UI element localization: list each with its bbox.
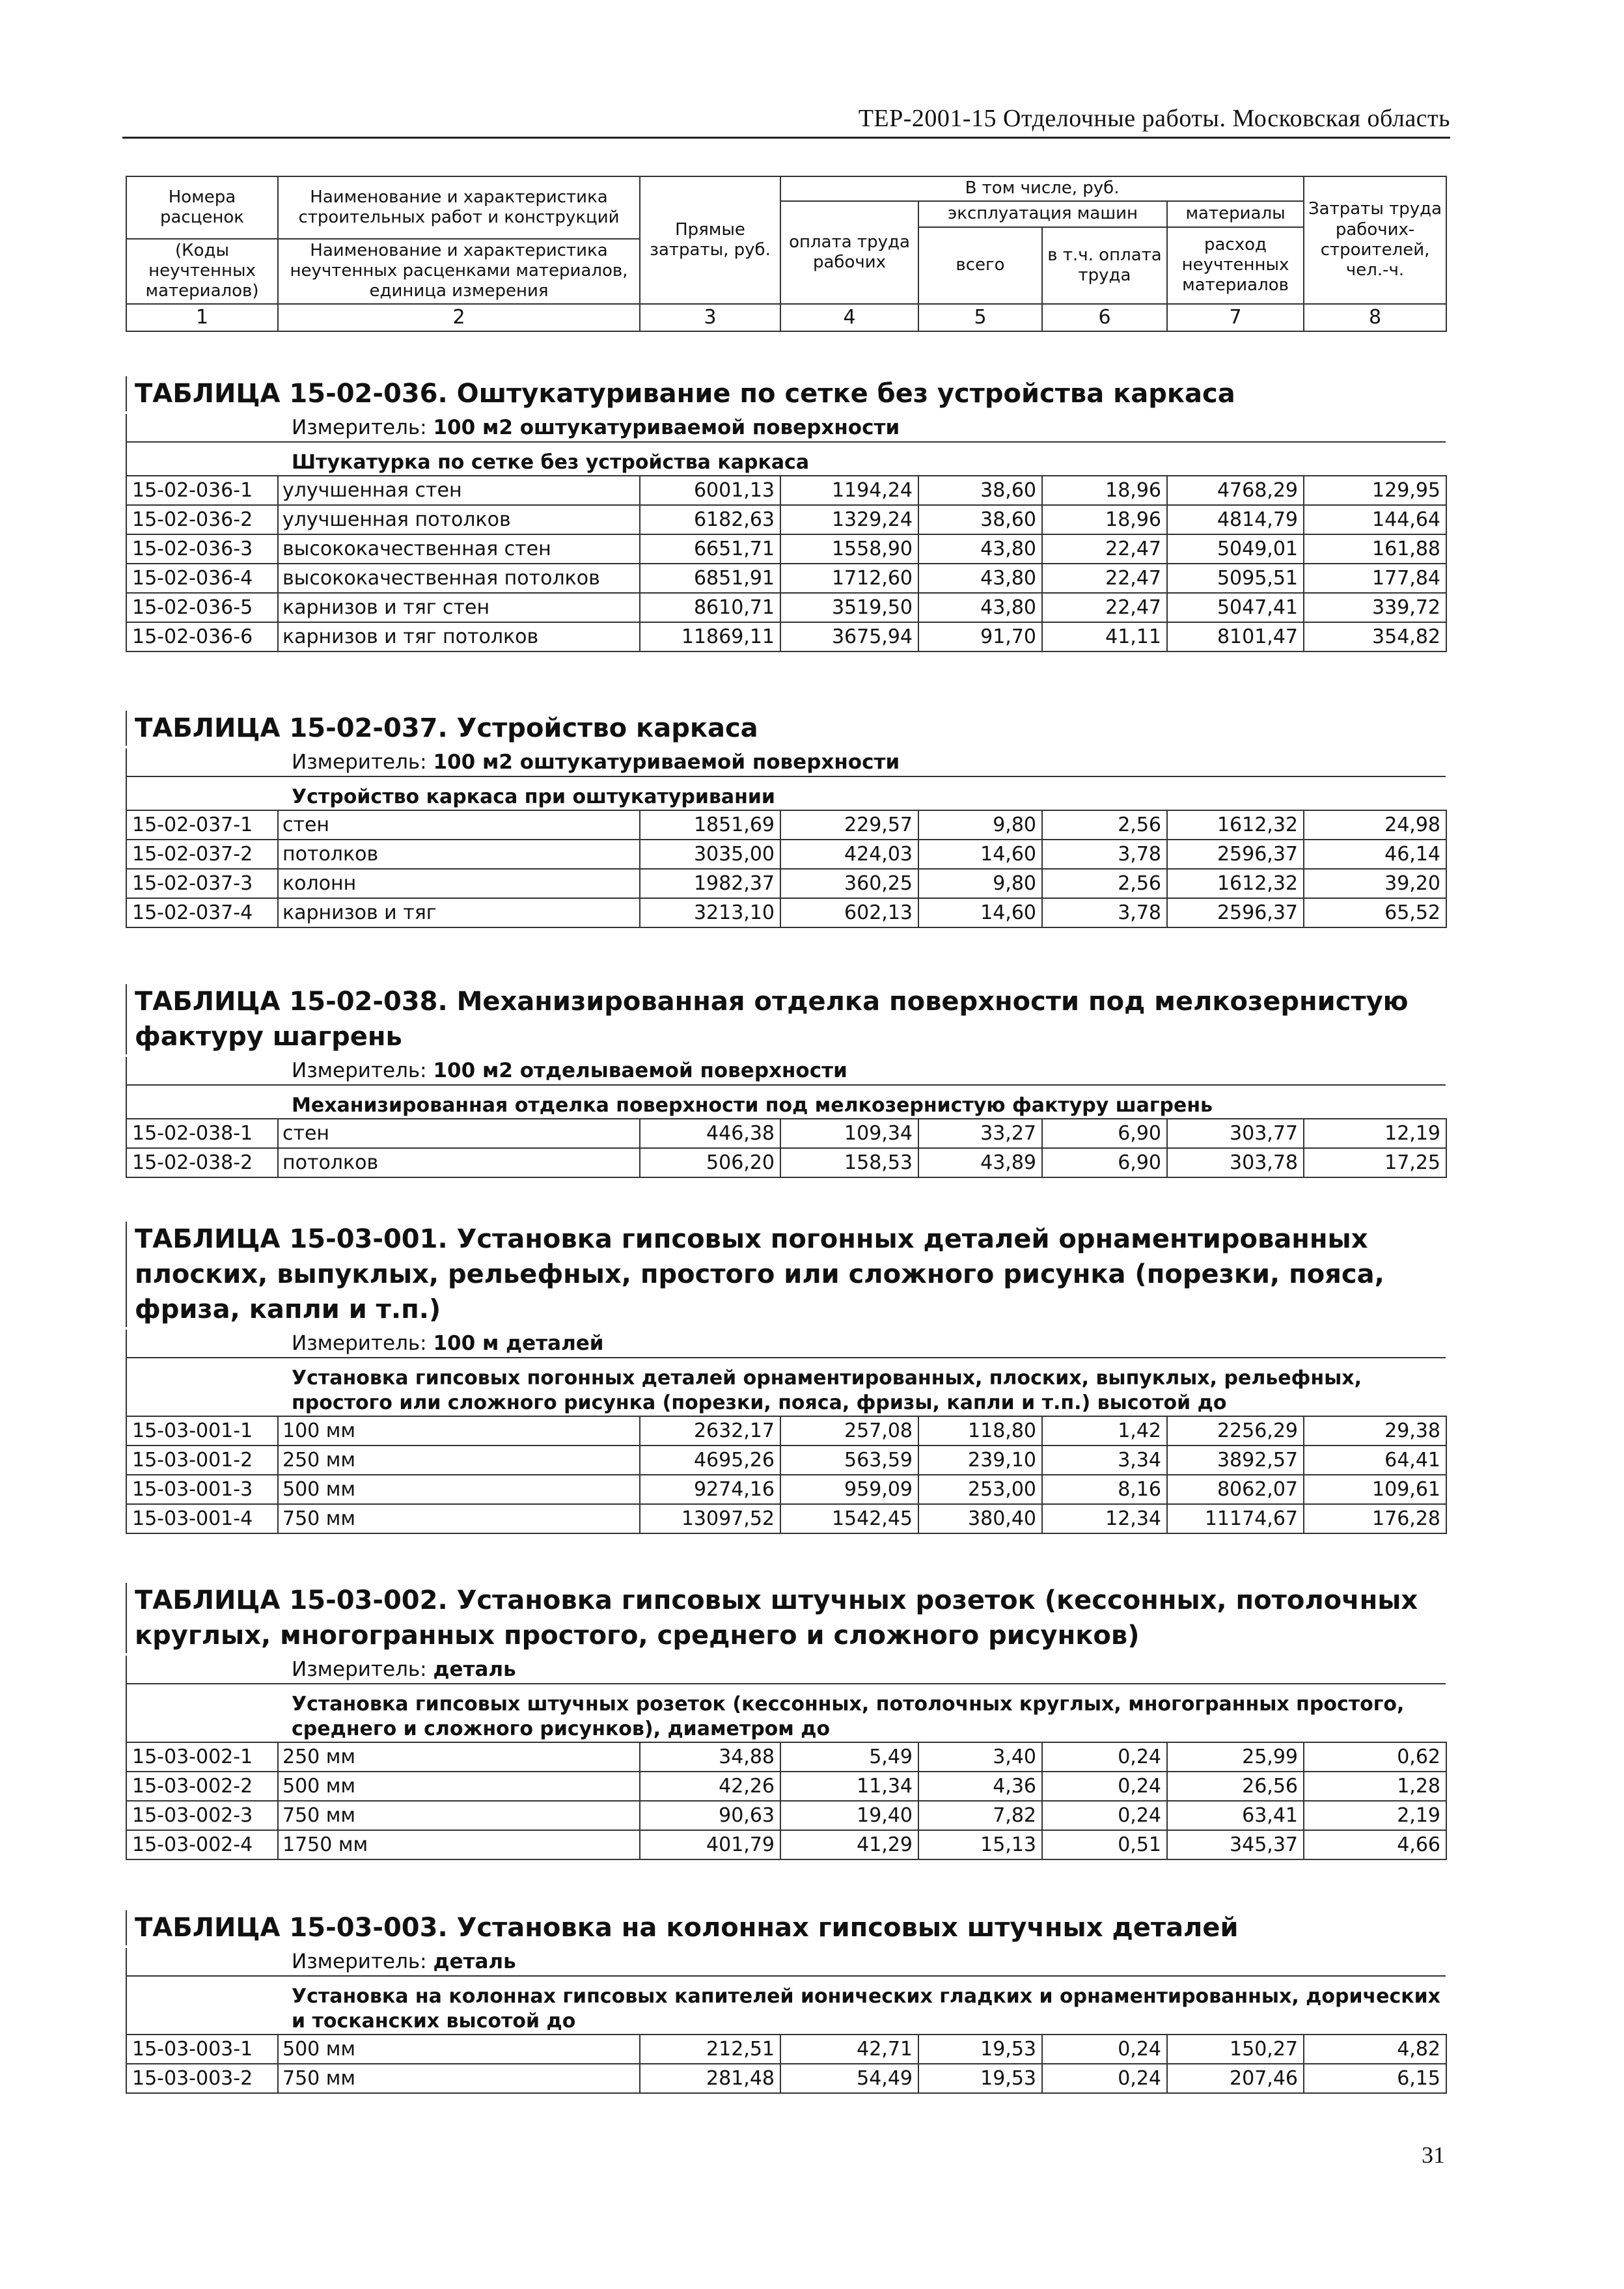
cell-materials: 207,46 (1167, 2064, 1304, 2093)
table-row (126, 898, 1446, 927)
table-row (126, 1504, 1446, 1533)
table-15-02-037 (126, 711, 1446, 928)
cell-materials: 2596,37 (1167, 840, 1304, 869)
cell-machines-labor: 3,78 (1042, 840, 1167, 869)
cell-machines-labor: 6,90 (1042, 1119, 1167, 1148)
table-row (126, 869, 1446, 898)
cell-machines: 43,80 (918, 564, 1042, 593)
cell-machines-labor: 0,24 (1042, 1801, 1167, 1830)
cell-machines: 239,10 (918, 1446, 1042, 1475)
column-header-table (126, 176, 1447, 332)
cell-machines: 380,40 (918, 1504, 1042, 1533)
unit-line (126, 414, 1446, 443)
cell-machines-labor: 12,34 (1042, 1504, 1167, 1533)
header-materials-unaccounted: расход неучтенных материалов (1167, 227, 1304, 304)
unit-label: Измеритель: (292, 1059, 427, 1082)
cell-materials: 26,56 (1167, 1772, 1304, 1801)
table-15-03-003 (126, 1910, 1446, 2094)
cell-materials: 2596,37 (1167, 898, 1304, 927)
unit-line (126, 748, 1446, 777)
cell-name: высококачественная стен (278, 534, 640, 564)
cell-machines: 91,70 (918, 622, 1042, 651)
header-materials: материалы (1167, 201, 1304, 227)
table-15-03-002 (126, 1583, 1446, 1860)
column-number: 5 (918, 304, 1042, 331)
cell-machines: 9,80 (918, 869, 1042, 898)
cell-materials: 3892,57 (1167, 1446, 1304, 1475)
cell-machines-labor: 6,90 (1042, 1148, 1167, 1177)
cell-materials: 1612,32 (1167, 869, 1304, 898)
cell-direct: 13097,52 (640, 1504, 780, 1533)
cell-hours: 4,82 (1304, 2035, 1446, 2064)
header-codes-top: Номера расценок (126, 176, 278, 239)
unit-value: 100 м2 оштукатуриваемой поверхности (433, 750, 900, 774)
rates-grid (126, 475, 1447, 652)
table-title: ТАБЛИЦА 15-03-002. Установка гипсовых штучных розеток (кессонных, потолочных круглых, многогранных простого, среднего и сложного рисунков) (126, 1583, 1446, 1653)
cell-machines-labor: 0,24 (1042, 2035, 1167, 2064)
header-codes-bottom: (Коды неучтенных материалов) (126, 239, 278, 304)
cell-labor: 1329,24 (780, 505, 918, 534)
cell-machines: 14,60 (918, 898, 1042, 927)
cell-materials: 4814,79 (1167, 505, 1304, 534)
unit-label: Измеритель: (292, 1332, 427, 1355)
column-number: 1 (126, 304, 278, 331)
table-title: ТАБЛИЦА 15-02-036. Оштукатуривание по сетке без устройства каркаса (126, 376, 1446, 411)
cell-machines: 118,80 (918, 1416, 1042, 1446)
cell-machines: 38,60 (918, 505, 1042, 534)
cell-name: высококачественная потолков (278, 564, 640, 593)
cell-machines-labor: 3,34 (1042, 1446, 1167, 1475)
cell-machines-labor: 2,56 (1042, 810, 1167, 840)
cell-name: стен (278, 810, 640, 840)
cell-labor: 360,25 (780, 869, 918, 898)
cell-machines-labor: 18,96 (1042, 476, 1167, 505)
cell-machines-labor: 8,16 (1042, 1475, 1167, 1504)
header-labor-pay: оплата труда рабочих (780, 201, 918, 304)
group-heading: Устройство каркаса при оштукатуривании (126, 777, 1446, 810)
cell-machines: 38,60 (918, 476, 1042, 505)
table-row (126, 1119, 1446, 1148)
cell-direct: 34,88 (640, 1742, 780, 1772)
cell-labor: 3519,50 (780, 593, 918, 622)
cell-code: 15-03-002-3 (126, 1801, 278, 1830)
cell-labor: 424,03 (780, 840, 918, 869)
cell-direct: 2632,17 (640, 1416, 780, 1446)
group-heading: Установка гипсовых погонных деталей орнаментированных, плоских, выпуклых, рельефных, простого или сложного рисунка (порезки, пояса, фризы, капли и т.п.) высотой до (126, 1358, 1446, 1416)
column-number: 3 (640, 304, 780, 331)
table-title: ТАБЛИЦА 15-03-003. Установка на колоннах гипсовых штучных деталей (126, 1910, 1446, 1945)
cell-materials: 5047,41 (1167, 593, 1304, 622)
cell-machines-labor: 0,51 (1042, 1830, 1167, 1859)
cell-hours: 129,95 (1304, 476, 1446, 505)
cell-machines-labor: 3,78 (1042, 898, 1167, 927)
cell-materials: 1612,32 (1167, 810, 1304, 840)
cell-hours: 39,20 (1304, 869, 1446, 898)
rates-grid (126, 2034, 1447, 2094)
table-row (126, 593, 1446, 622)
cell-name: потолков (278, 840, 640, 869)
table-row (126, 1416, 1446, 1446)
cell-machines: 253,00 (918, 1475, 1042, 1504)
cell-labor: 1712,60 (780, 564, 918, 593)
cell-materials: 4768,29 (1167, 476, 1304, 505)
cell-materials: 303,77 (1167, 1119, 1304, 1148)
cell-code: 15-02-036-1 (126, 476, 278, 505)
group-heading: Механизированная отделка поверхности под мелкозернистую фактуру шагрень (126, 1086, 1446, 1118)
cell-labor: 959,09 (780, 1475, 918, 1504)
header-including: В том числе, руб. (780, 176, 1304, 201)
unit-line (126, 1656, 1446, 1684)
cell-hours: 46,14 (1304, 840, 1446, 869)
table-row (126, 1801, 1446, 1830)
cell-materials: 345,37 (1167, 1830, 1304, 1859)
cell-direct: 1851,69 (640, 810, 780, 840)
header-machines-labor: в т.ч. оплата труда (1042, 227, 1167, 304)
cell-code: 15-02-036-2 (126, 505, 278, 534)
cell-hours: 354,82 (1304, 622, 1446, 651)
cell-labor: 229,57 (780, 810, 918, 840)
cell-direct: 4695,26 (640, 1446, 780, 1475)
table-15-03-001 (126, 1222, 1446, 1534)
cell-materials: 11174,67 (1167, 1504, 1304, 1533)
unit-label: Измеритель: (292, 416, 427, 439)
page-header (122, 99, 1450, 139)
table-15-02-038 (126, 984, 1446, 1178)
cell-direct: 212,51 (640, 2035, 780, 2064)
column-number: 7 (1167, 304, 1304, 331)
cell-machines-labor: 0,24 (1042, 1742, 1167, 1772)
cell-direct: 8610,71 (640, 593, 780, 622)
unit-value: деталь (433, 1950, 516, 1973)
cell-hours: 12,19 (1304, 1119, 1446, 1148)
cell-name: 250 мм (278, 1742, 640, 1772)
cell-machines-labor: 1,42 (1042, 1416, 1167, 1446)
cell-materials: 5095,51 (1167, 564, 1304, 593)
cell-hours: 161,88 (1304, 534, 1446, 564)
cell-name: 500 мм (278, 2035, 640, 2064)
cell-name: 750 мм (278, 1504, 640, 1533)
cell-hours: 64,41 (1304, 1446, 1446, 1475)
header-name-bottom: Наименование и характеристика неучтенных расценками материалов, единица измерения (278, 239, 640, 304)
cell-code: 15-02-038-1 (126, 1119, 278, 1148)
table-row (126, 564, 1446, 593)
cell-name: улучшенная стен (278, 476, 640, 505)
cell-code: 15-02-037-3 (126, 869, 278, 898)
cell-machines: 3,40 (918, 1742, 1042, 1772)
cell-machines-labor: 18,96 (1042, 505, 1167, 534)
cell-materials: 8101,47 (1167, 622, 1304, 651)
cell-machines: 7,82 (918, 1801, 1042, 1830)
cell-machines: 43,80 (918, 593, 1042, 622)
cell-name: колонн (278, 869, 640, 898)
cell-direct: 6182,63 (640, 505, 780, 534)
cell-machines-labor: 22,47 (1042, 534, 1167, 564)
cell-name: 750 мм (278, 1801, 640, 1830)
unit-value: 100 м деталей (433, 1332, 604, 1355)
cell-labor: 42,71 (780, 2035, 918, 2064)
rates-grid (126, 1416, 1447, 1534)
cell-hours: 339,72 (1304, 593, 1446, 622)
cell-direct: 446,38 (640, 1119, 780, 1148)
cell-name: 750 мм (278, 2064, 640, 2093)
group-heading: Установка гипсовых штучных розеток (кессонных, потолочных круглых, многогранных простого, среднего и сложного рисунков), диаметром до (126, 1684, 1446, 1742)
cell-machines-labor: 22,47 (1042, 564, 1167, 593)
cell-hours: 4,66 (1304, 1830, 1446, 1859)
table-row (126, 1830, 1446, 1859)
cell-materials: 8062,07 (1167, 1475, 1304, 1504)
rates-grid (126, 1742, 1447, 1860)
cell-machines: 19,53 (918, 2064, 1042, 2093)
cell-direct: 281,48 (640, 2064, 780, 2093)
cell-code: 15-03-003-2 (126, 2064, 278, 2093)
table-row (126, 1475, 1446, 1504)
cell-hours: 0,62 (1304, 1742, 1446, 1772)
cell-direct: 3213,10 (640, 898, 780, 927)
table-row (126, 2035, 1446, 2064)
cell-direct: 506,20 (640, 1148, 780, 1177)
cell-labor: 1542,45 (780, 1504, 918, 1533)
unit-label: Измеритель: (292, 750, 427, 774)
cell-machines: 14,60 (918, 840, 1042, 869)
cell-hours: 109,61 (1304, 1475, 1446, 1504)
cell-materials: 25,99 (1167, 1742, 1304, 1772)
cell-labor: 54,49 (780, 2064, 918, 2093)
cell-machines: 43,80 (918, 534, 1042, 564)
table-15-02-036 (126, 376, 1446, 652)
cell-name: потолков (278, 1148, 640, 1177)
header-machines-total: всего (918, 227, 1042, 304)
table-row (126, 2064, 1446, 2093)
table-row (126, 1742, 1446, 1772)
cell-code: 15-02-037-2 (126, 840, 278, 869)
cell-labor: 41,29 (780, 1830, 918, 1859)
unit-value: деталь (433, 1658, 516, 1681)
unit-label: Измеритель: (292, 1950, 427, 1973)
cell-name: карнизов и тяг стен (278, 593, 640, 622)
header-machines: эксплуатация машин (918, 201, 1167, 227)
table-row (126, 505, 1446, 534)
cell-hours: 17,25 (1304, 1148, 1446, 1177)
table-row (126, 1772, 1446, 1801)
cell-hours: 177,84 (1304, 564, 1446, 593)
cell-hours: 29,38 (1304, 1416, 1446, 1446)
cell-direct: 1982,37 (640, 869, 780, 898)
column-number: 4 (780, 304, 918, 331)
cell-code: 15-02-038-2 (126, 1148, 278, 1177)
column-number: 8 (1304, 304, 1446, 331)
cell-labor: 3675,94 (780, 622, 918, 651)
cell-direct: 90,63 (640, 1801, 780, 1830)
running-title: ТЕР-2001-15 Отделочные работы. Московская область (858, 105, 1450, 132)
cell-direct: 6001,13 (640, 476, 780, 505)
cell-materials: 2256,29 (1167, 1416, 1304, 1446)
cell-code: 15-02-036-3 (126, 534, 278, 564)
cell-machines-labor: 41,11 (1042, 622, 1167, 651)
cell-machines-labor: 0,24 (1042, 1772, 1167, 1801)
cell-materials: 5049,01 (1167, 534, 1304, 564)
page-number: 31 (1422, 2142, 1445, 2168)
cell-labor: 602,13 (780, 898, 918, 927)
cell-labor: 158,53 (780, 1148, 918, 1177)
cell-code: 15-03-001-2 (126, 1446, 278, 1475)
group-heading: Установка на колоннах гипсовых капителей ионических гладких и орнаментированных, дорических и тосканских высотой до (126, 1977, 1446, 2034)
table-row (126, 1148, 1446, 1177)
cell-name: карнизов и тяг (278, 898, 640, 927)
cell-hours: 6,15 (1304, 2064, 1446, 2093)
table-row (126, 1446, 1446, 1475)
header-direct-costs: Прямые затраты, руб. (640, 176, 780, 304)
cell-code: 15-02-037-4 (126, 898, 278, 927)
table-title: ТАБЛИЦА 15-02-037. Устройство каркаса (126, 711, 1446, 746)
cell-materials: 303,78 (1167, 1148, 1304, 1177)
cell-name: 100 мм (278, 1416, 640, 1446)
header-labor-hours: Затраты труда рабочих-строителей, чел.-ч. (1304, 176, 1446, 304)
cell-materials: 150,27 (1167, 2035, 1304, 2064)
cell-hours: 144,64 (1304, 505, 1446, 534)
cell-labor: 1558,90 (780, 534, 918, 564)
cell-labor: 563,59 (780, 1446, 918, 1475)
cell-machines-labor: 22,47 (1042, 593, 1167, 622)
cell-code: 15-02-036-4 (126, 564, 278, 593)
cell-machines: 19,53 (918, 2035, 1042, 2064)
column-number: 6 (1042, 304, 1167, 331)
cell-name: 250 мм (278, 1446, 640, 1475)
cell-name: улучшенная потолков (278, 505, 640, 534)
cell-code: 15-02-036-6 (126, 622, 278, 651)
cell-name: 500 мм (278, 1772, 640, 1801)
cell-direct: 401,79 (640, 1830, 780, 1859)
rates-grid (126, 1118, 1447, 1178)
header-name-top: Наименование и характеристика строительных работ и конструкций (278, 176, 640, 239)
cell-machines: 4,36 (918, 1772, 1042, 1801)
table-row (126, 534, 1446, 564)
cell-machines: 43,89 (918, 1148, 1042, 1177)
cell-code: 15-03-003-1 (126, 2035, 278, 2064)
cell-code: 15-03-001-1 (126, 1416, 278, 1446)
cell-name: 1750 мм (278, 1830, 640, 1859)
rates-grid (126, 810, 1447, 928)
cell-machines-labor: 2,56 (1042, 869, 1167, 898)
cell-direct: 42,26 (640, 1772, 780, 1801)
cell-machines: 15,13 (918, 1830, 1042, 1859)
cell-name: 500 мм (278, 1475, 640, 1504)
unit-line (126, 1330, 1446, 1358)
unit-line (126, 1057, 1446, 1086)
cell-machines: 9,80 (918, 810, 1042, 840)
table-row (126, 810, 1446, 840)
cell-hours: 176,28 (1304, 1504, 1446, 1533)
cell-direct: 6851,91 (640, 564, 780, 593)
cell-code: 15-03-002-1 (126, 1742, 278, 1772)
cell-labor: 1194,24 (780, 476, 918, 505)
cell-labor: 257,08 (780, 1416, 918, 1446)
table-title: ТАБЛИЦА 15-03-001. Установка гипсовых погонных деталей орнаментированных плоских, выпуклых, рельефных, простого или сложного рисунка (порезки, пояса, фриза, капли и т.п.) (126, 1222, 1446, 1327)
cell-code: 15-03-002-2 (126, 1772, 278, 1801)
unit-line (126, 1948, 1446, 1977)
cell-direct: 9274,16 (640, 1475, 780, 1504)
cell-labor: 5,49 (780, 1742, 918, 1772)
cell-code: 15-03-001-3 (126, 1475, 278, 1504)
cell-machines-labor: 0,24 (1042, 2064, 1167, 2093)
cell-materials: 63,41 (1167, 1801, 1304, 1830)
table-row (126, 622, 1446, 651)
table-row (126, 840, 1446, 869)
cell-code: 15-03-001-4 (126, 1504, 278, 1533)
table-title: ТАБЛИЦА 15-02-038. Механизированная отделка поверхности под мелкозернистую фактуру шагрень (126, 984, 1446, 1054)
cell-code: 15-02-036-5 (126, 593, 278, 622)
cell-hours: 65,52 (1304, 898, 1446, 927)
table-row (126, 476, 1446, 505)
cell-direct: 11869,11 (640, 622, 780, 651)
column-number: 2 (278, 304, 640, 331)
group-heading: Штукатурка по сетке без устройства каркаса (126, 443, 1446, 475)
cell-hours: 1,28 (1304, 1772, 1446, 1801)
cell-direct: 3035,00 (640, 840, 780, 869)
cell-machines: 33,27 (918, 1119, 1042, 1148)
cell-code: 15-02-037-1 (126, 810, 278, 840)
cell-labor: 109,34 (780, 1119, 918, 1148)
cell-direct: 6651,71 (640, 534, 780, 564)
cell-hours: 24,98 (1304, 810, 1446, 840)
cell-hours: 2,19 (1304, 1801, 1446, 1830)
unit-value: 100 м2 оштукатуриваемой поверхности (433, 416, 900, 439)
cell-code: 15-03-002-4 (126, 1830, 278, 1859)
cell-name: карнизов и тяг потолков (278, 622, 640, 651)
cell-name: стен (278, 1119, 640, 1148)
cell-labor: 19,40 (780, 1801, 918, 1830)
unit-value: 100 м2 отделываемой поверхности (433, 1059, 847, 1082)
unit-label: Измеритель: (292, 1658, 427, 1681)
cell-labor: 11,34 (780, 1772, 918, 1801)
